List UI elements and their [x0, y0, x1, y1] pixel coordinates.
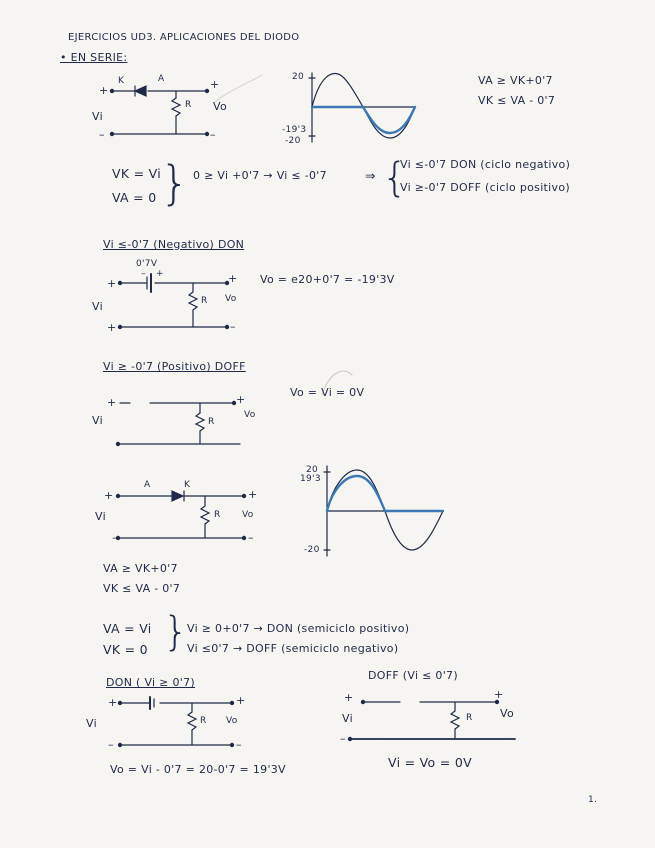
- don2-vi: Vi: [86, 717, 97, 730]
- diode-1-symbol: [135, 86, 146, 96]
- a1-res1: Vi ≤-0'7 DON (ciclo negativo): [400, 158, 571, 171]
- c1-plus-left: +: [99, 84, 109, 97]
- cond2-line2: VK ≤ VA - 0'7: [103, 582, 181, 595]
- a2-brace: }: [163, 609, 189, 655]
- page-number: 1.: [588, 795, 598, 805]
- graph-1-output-wave: [312, 107, 415, 133]
- don2-title: DON ( Vi ≥ 0'7): [106, 676, 196, 689]
- don2-plus-right: +: [236, 694, 246, 707]
- c1-plus-right: +: [210, 78, 220, 91]
- cond1-line1: VA ≥ VK+0'7: [478, 74, 553, 87]
- case-pos-wires: [116, 401, 240, 445]
- doff2-wires: [348, 700, 515, 740]
- case-neg-result: Vo = e20+0'7 = -19'3V: [260, 273, 395, 286]
- c2-r: R: [214, 510, 221, 520]
- a1-brace: }: [160, 156, 190, 210]
- c1-minus-right: –: [210, 128, 216, 141]
- case-pos-vi: Vi: [92, 414, 103, 427]
- cond1-line2: VK ≤ VA - 0'7: [478, 94, 556, 107]
- case-neg-r: R: [201, 296, 208, 306]
- don2-r: R: [200, 716, 207, 726]
- a2-vk: VK = 0: [103, 642, 148, 657]
- a1-va: VA = 0: [112, 190, 157, 205]
- case-neg-wires: [118, 274, 228, 329]
- doff2-plus-left: +: [344, 691, 354, 704]
- case-neg-title: Vi ≤-0'7 (Negativo) DON: [103, 238, 245, 251]
- case-neg-minus-right: –: [230, 320, 236, 333]
- g1-y-top: 20: [292, 72, 305, 82]
- a2-line1: Vi ≥ 0+0'7 → DON (semiciclo positivo): [187, 622, 410, 635]
- circuit-2-wires: [116, 494, 245, 539]
- section-serie-heading: • EN SERIE:: [60, 51, 128, 64]
- case-neg-vo: Vo: [225, 294, 237, 304]
- don2-wires: [118, 697, 233, 747]
- case-pos-plus-right: +: [236, 393, 246, 406]
- doff2-title: DOFF (Vi ≤ 0'7): [368, 669, 458, 682]
- g2-y-bottom: -20: [304, 545, 320, 555]
- a1-res2: Vi ≥-0'7 DOFF (ciclo positivo): [400, 181, 570, 194]
- case-pos-title: Vi ≥ -0'7 (Positivo) DOFF: [103, 360, 246, 373]
- don2-vo: Vo: [226, 716, 238, 726]
- don2-minus-right: –: [236, 738, 242, 751]
- g1-y-clip: -19'3: [282, 125, 307, 135]
- c1-r-label: R: [185, 100, 192, 110]
- don2-plus-left: +: [108, 696, 118, 709]
- case-neg-minus-mark: –: [141, 269, 146, 279]
- c2-vo: Vo: [242, 510, 254, 520]
- don2-minus-left: –: [108, 738, 114, 751]
- doff2-vi: Vi: [342, 712, 353, 725]
- doff2-plus-right: +: [494, 688, 504, 701]
- c1-vi-label: Vi: [92, 110, 103, 123]
- case-pos-vo: Vo: [244, 410, 256, 420]
- g1-y-bottom: -20: [285, 136, 301, 146]
- c2-plus-right: +: [248, 488, 258, 501]
- diode-2-symbol: [172, 491, 184, 501]
- a2-va: VA = Vi: [103, 621, 152, 636]
- a1-expr: 0 ≥ Vi +0'7 → Vi ≤ -0'7: [193, 169, 327, 182]
- c1-label-a: A: [158, 74, 165, 84]
- g2-y-clip: 19'3: [300, 474, 321, 484]
- a1-vk: VK = Vi: [112, 166, 162, 181]
- c2-label-a: A: [144, 480, 151, 490]
- circuit-1-wires: [110, 89, 208, 135]
- case-neg-plus-mark: +: [156, 269, 164, 279]
- cond2-line1: VA ≥ VK+0'7: [103, 562, 178, 575]
- case-neg-vi: Vi: [92, 300, 103, 313]
- c1-label-k: K: [118, 76, 125, 86]
- g2-y-top: 20: [306, 465, 319, 475]
- a1-arrow: ⇒: [365, 168, 376, 183]
- c2-minus-right: –: [248, 531, 254, 544]
- c1-vo-label: Vo: [213, 100, 228, 113]
- c2-minus-left: –: [112, 531, 118, 544]
- doff2-r: R: [466, 713, 473, 723]
- case-neg-plus-bottom: +: [107, 321, 117, 334]
- c2-plus-left: +: [104, 489, 114, 502]
- graph-2-output-wave: [327, 476, 443, 511]
- c1-minus-left: –: [99, 128, 105, 141]
- case-pos-result: Vo = Vi = 0V: [290, 386, 365, 399]
- case-neg-plus-left: +: [107, 277, 117, 290]
- doff2-vo: Vo: [500, 707, 515, 720]
- case-pos-plus-left: +: [107, 396, 117, 409]
- case-pos-r: R: [208, 417, 215, 427]
- page-title: EJERCICIOS UD3. APLICACIONES DEL DIODO: [68, 32, 300, 43]
- a1-brace-left: {: [382, 155, 408, 201]
- doff2-result: Vi = Vo = 0V: [388, 755, 472, 770]
- don2-result: Vo = Vi - 0'7 = 20-0'7 = 19'3V: [110, 763, 286, 776]
- case-neg-source-label: 0'7V: [136, 259, 158, 269]
- a2-line2: Vi ≤0'7 → DOFF (semiciclo negativo): [187, 642, 399, 655]
- c2-label-k: K: [184, 480, 191, 490]
- c2-vi: Vi: [95, 510, 106, 523]
- doff2-minus-left: –: [340, 732, 346, 745]
- case-neg-plus-right: +: [228, 272, 238, 285]
